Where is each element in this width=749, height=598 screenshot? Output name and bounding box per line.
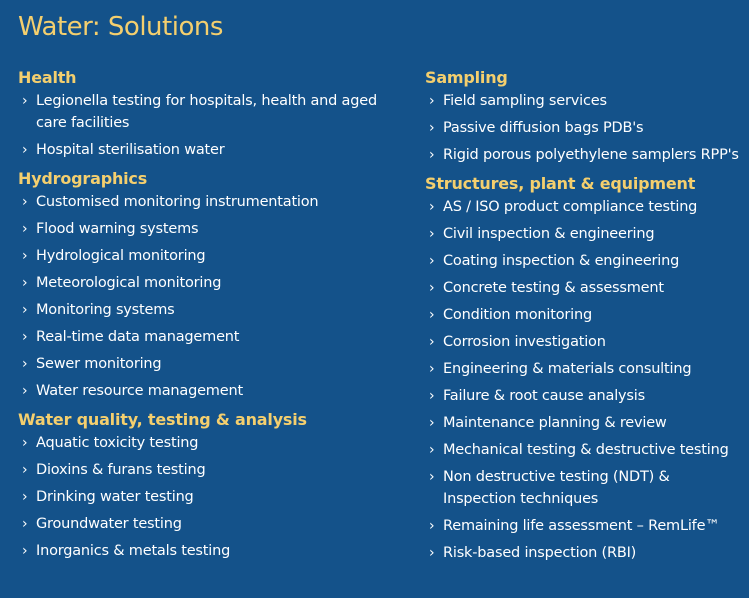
list-item-label: Hospital sterilisation water [36, 142, 225, 158]
list-item-label: Monitoring systems [36, 302, 175, 318]
list-item-label: Real-time data management [36, 329, 240, 345]
solution-list [18, 90, 403, 161]
list-item-label: Aquatic toxicity testing [36, 435, 199, 451]
chevron-right-icon: › [429, 120, 435, 136]
chevron-right-icon: › [429, 388, 435, 404]
chevron-right-icon: › [22, 489, 28, 505]
list-item-label: Engineering & materials consulting [443, 361, 692, 377]
chevron-right-icon: › [22, 462, 28, 478]
section-health [18, 65, 403, 161]
list-item[interactable] [18, 432, 403, 454]
list-item[interactable] [425, 117, 745, 139]
list-item[interactable] [18, 459, 403, 481]
list-item-label: Customised monitoring instrumentation [36, 194, 319, 210]
page-title: Water: Solutions [18, 12, 223, 42]
list-item[interactable] [425, 542, 745, 564]
list-item-label: Flood warning systems [36, 221, 199, 237]
list-item-label: Mechanical testing & destructive testing [443, 442, 729, 458]
chevron-right-icon: › [429, 361, 435, 377]
list-item-label: Remaining life assessment – RemLife™ [443, 518, 720, 534]
list-item[interactable] [425, 412, 745, 434]
section-heading: Health [18, 68, 77, 87]
chevron-right-icon: › [22, 302, 28, 318]
list-item[interactable] [425, 331, 745, 353]
list-item[interactable] [425, 223, 745, 245]
chevron-right-icon: › [429, 469, 435, 485]
list-item[interactable] [18, 380, 403, 402]
list-item-label: Meteorological monitoring [36, 275, 222, 291]
list-item[interactable] [18, 272, 403, 294]
section-heading: Sampling [425, 68, 508, 87]
list-item-label: Rigid porous polyethylene samplers RPP's [443, 147, 739, 163]
chevron-right-icon: › [22, 435, 28, 451]
list-item-label: Civil inspection & engineering [443, 226, 655, 242]
list-item-label: Failure & root cause analysis [443, 388, 645, 404]
list-item-label: Dioxins & furans testing [36, 462, 206, 478]
chevron-right-icon: › [22, 248, 28, 264]
list-item-label: AS / ISO product compliance testing [443, 199, 698, 215]
solution-list [18, 432, 403, 562]
list-item-label: Drinking water testing [36, 489, 194, 505]
chevron-right-icon: › [22, 516, 28, 532]
chevron-right-icon: › [429, 253, 435, 269]
chevron-right-icon: › [22, 543, 28, 559]
chevron-right-icon: › [22, 221, 28, 237]
section-heading: Hydrographics [18, 169, 148, 188]
list-item[interactable] [18, 326, 403, 348]
list-item[interactable] [425, 277, 745, 299]
list-item-label: Risk-based inspection (RBI) [443, 545, 637, 561]
list-item[interactable] [18, 245, 403, 267]
list-item-label: Non destructive testing (NDT) & Inspection techniques [443, 469, 670, 507]
list-item-label: Corrosion investigation [443, 334, 606, 350]
section-heading: Structures, plant & equipment [425, 174, 696, 193]
chevron-right-icon: › [429, 334, 435, 350]
section-structures-plant-equipment [425, 171, 745, 564]
list-item-label: Groundwater testing [36, 516, 182, 532]
chevron-right-icon: › [22, 275, 28, 291]
chevron-right-icon: › [429, 147, 435, 163]
list-item[interactable] [425, 144, 745, 166]
list-item-label: Concrete testing & assessment [443, 280, 664, 296]
section-sampling [425, 65, 745, 166]
chevron-right-icon: › [22, 142, 28, 158]
list-item[interactable] [18, 540, 403, 562]
solution-list [18, 191, 403, 402]
list-item-label: Sewer monitoring [36, 356, 162, 372]
list-item[interactable] [425, 466, 745, 510]
chevron-right-icon: › [429, 442, 435, 458]
section-hydrographics [18, 166, 403, 402]
list-item-label: Water resource management [36, 383, 243, 399]
list-item[interactable] [18, 90, 403, 134]
chevron-right-icon: › [429, 518, 435, 534]
list-item-label: Maintenance planning & review [443, 415, 667, 431]
list-item[interactable] [18, 486, 403, 508]
chevron-right-icon: › [22, 194, 28, 210]
list-item[interactable] [425, 515, 745, 537]
list-item-label: Legionella testing for hospitals, health and aged care facilities [36, 93, 377, 131]
section-heading: Water quality, testing & analysis [18, 410, 307, 429]
section-water-quality-testing-analysis [18, 407, 403, 562]
left-column [18, 65, 403, 567]
chevron-right-icon: › [22, 93, 28, 109]
chevron-right-icon: › [429, 280, 435, 296]
list-item-label: Condition monitoring [443, 307, 592, 323]
list-item[interactable] [18, 139, 403, 161]
chevron-right-icon: › [22, 383, 28, 399]
solution-list [425, 90, 745, 166]
list-item[interactable] [18, 218, 403, 240]
list-item[interactable] [425, 250, 745, 272]
right-column [425, 65, 745, 569]
list-item[interactable] [18, 191, 403, 213]
list-item[interactable] [18, 513, 403, 535]
list-item[interactable] [425, 385, 745, 407]
chevron-right-icon: › [22, 329, 28, 345]
chevron-right-icon: › [429, 307, 435, 323]
list-item[interactable] [425, 358, 745, 380]
chevron-right-icon: › [429, 226, 435, 242]
list-item-label: Hydrological monitoring [36, 248, 206, 264]
list-item[interactable] [18, 353, 403, 375]
list-item[interactable] [425, 304, 745, 326]
list-item-label: Coating inspection & engineering [443, 253, 680, 269]
chevron-right-icon: › [429, 415, 435, 431]
list-item-label: Field sampling services [443, 93, 607, 109]
chevron-right-icon: › [22, 356, 28, 372]
list-item[interactable] [425, 90, 745, 112]
solution-list [425, 196, 745, 564]
list-item[interactable] [18, 299, 403, 321]
list-item-label: Inorganics & metals testing [36, 543, 231, 559]
chevron-right-icon: › [429, 545, 435, 561]
list-item[interactable] [425, 439, 745, 461]
chevron-right-icon: › [429, 93, 435, 109]
list-item[interactable] [425, 196, 745, 218]
list-item-label: Passive diffusion bags PDB's [443, 120, 644, 136]
chevron-right-icon: › [429, 199, 435, 215]
